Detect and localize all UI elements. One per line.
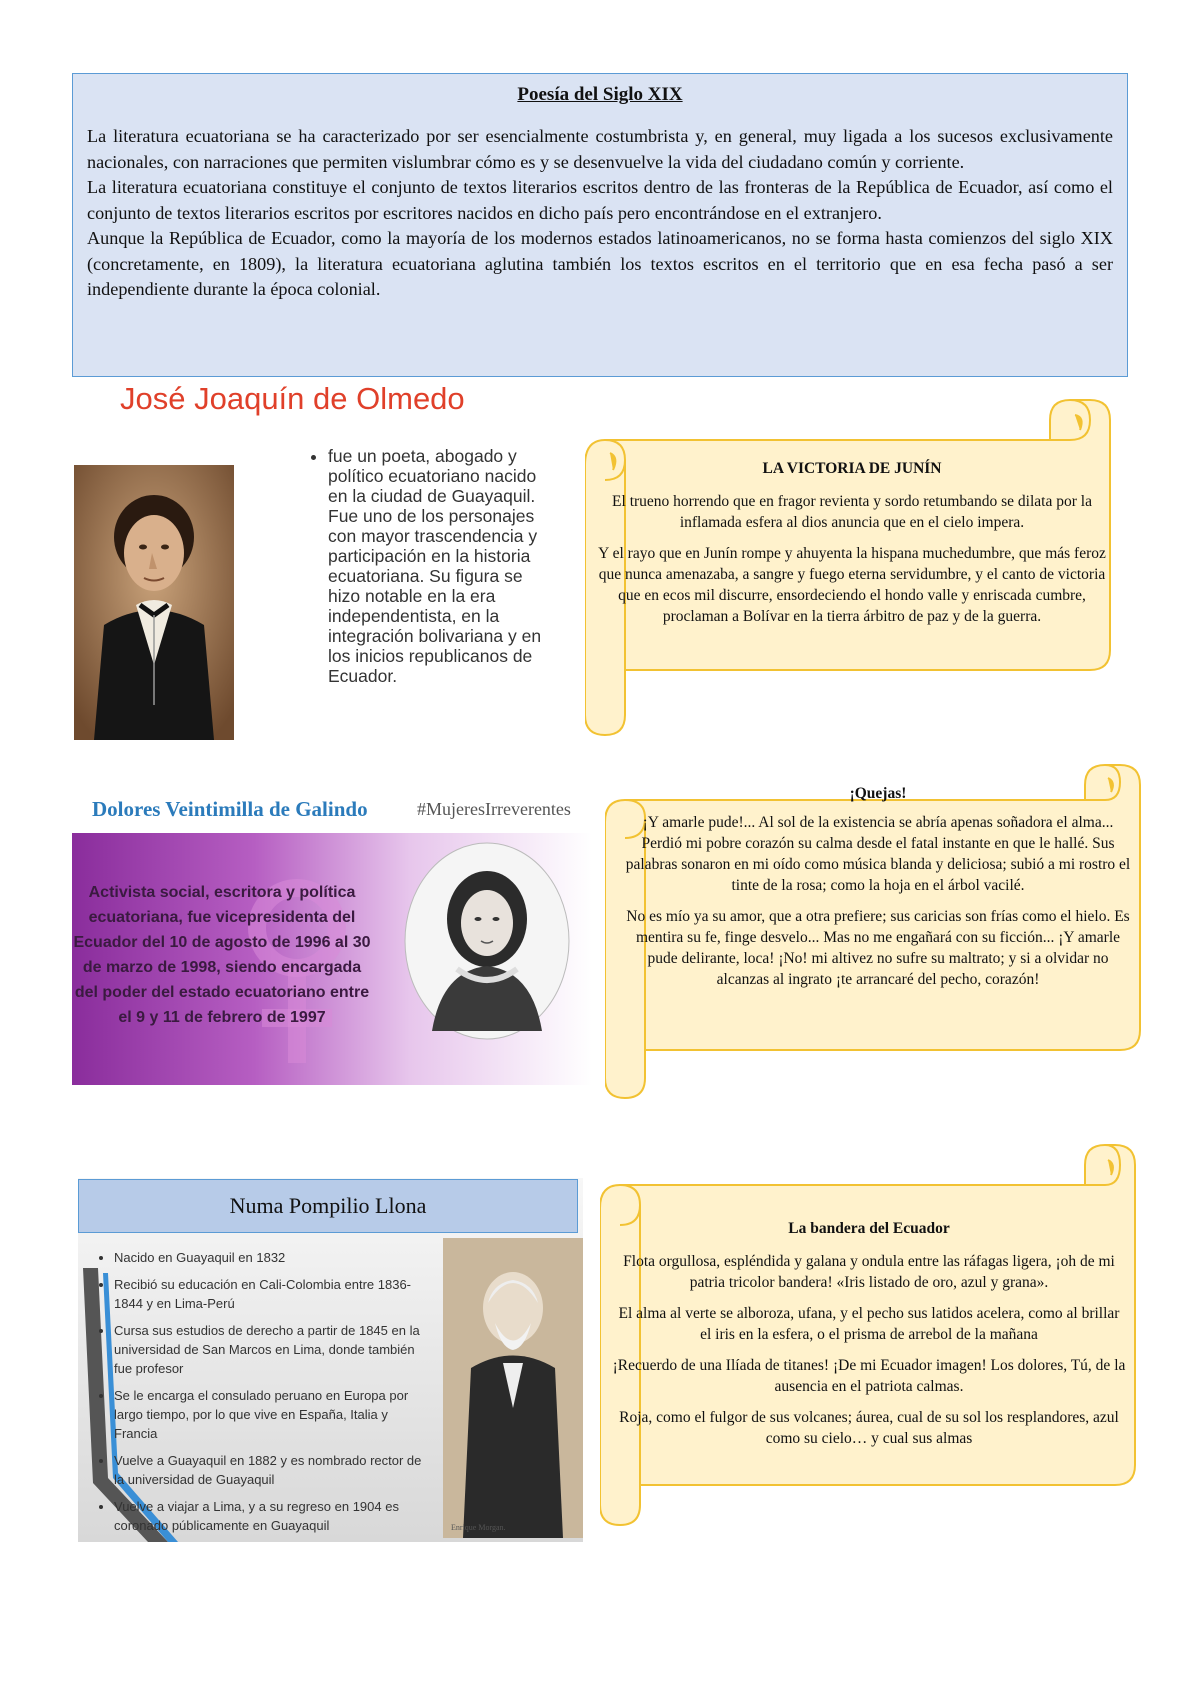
dolores-name: Dolores Veintimilla de Galindo (92, 797, 368, 821)
photo-caption: Enrique Morgan. (451, 1523, 506, 1532)
intro-title: Poesía del Siglo XIX (517, 84, 683, 105)
dolores-slide-header (72, 793, 592, 833)
poem-bandera-text (612, 1218, 1126, 1459)
list-item: • Vuelve a viajar a Lima, y a su regreso en 1904 es coronado públicamente en Guayaquil (114, 1497, 428, 1535)
intro-paragraph: Aunque la República de Ecuador, como la mayoría de los modernos estados latinoamericanos, no se forma hasta comienzos del siglo XIX (concretamente, en 1809), la literatura ecuatoriana aglutina también los textos escritos en el territorio que en esa fecha pasó a ser independiente durante la época colonial. (87, 228, 1113, 299)
olmedo-bullet: • fue un poeta, abogado y político ecuatoriano nacido en la ciudad de Guayaquil. Fue uno de los personajes con mayor trascendencia y participación en la historia ecuatoriana. Su figura se hizo notable en la era independentista, en la integración bolivariana y en los inicios republicanos de Ecuador. (328, 446, 546, 686)
poem-stanza: Y el rayo que en Junín rompe y ahuyenta la hispana muchedumbre, que más feroz que nunca amenazaba, a sangre y fuego eterna servidumbre, y el canto de victoria que en ecos mil discurre, ensordeciendo el hondo valle y enriscada cumbre, proclaman a Bolívar en la tierra árbitro de paz y de la guerra. (598, 545, 1106, 625)
olmedo-portrait (74, 465, 234, 740)
list-item: • Se le encarga el consulado peruano en Europa por largo tiempo, por lo que vive en España, Italia y Francia (114, 1386, 428, 1443)
list-item: • Nacido en Guayaquil en 1832 (114, 1248, 428, 1267)
poem-title: LA VICTORIA DE JUNÍN (762, 460, 942, 477)
dolores-hashtag: #MujeresIrreverentes (417, 799, 571, 819)
poem-stanza: El alma al verte se alboroza, ufana, y el pecho sus latidos acelera, como al brillar el iris en la esfera, o el prisma de arrebol de la mañana (618, 1305, 1120, 1343)
poem-stanza: ¡Recuerdo de una Ilíada de titanes! ¡De mi Ecuador imagen! Los dolores, Tú, de la ausencia en el patriota calmas. (612, 1357, 1126, 1395)
numa-biography-list (98, 1248, 428, 1543)
dolores-portrait (402, 841, 572, 1041)
list-item: • Cursa sus estudios de derecho a partir de 1845 en la universidad de San Marcos en Lima, donde también fue profesor (114, 1321, 428, 1378)
olmedo-description (306, 446, 546, 686)
intro-box (72, 73, 1128, 377)
intro-paragraph: La literatura ecuatoriana se ha caracterizado por ser esencialmente costumbrista y, en general, muy ligada a los sucesos exclusivamente nacionales, con narraciones que permiten vislumbrar cómo es y se desenvuelve la vida del ciudadano común y corriente. (87, 126, 1113, 172)
poem-stanza: Flota orgullosa, espléndida y galana y ondula entre las ráfagas ligera, ¡oh de mi patria tricolor bandera! «Iris listado de oro, azul y grana». (623, 1253, 1115, 1291)
poem-title: La bandera del Ecuador (788, 1220, 950, 1237)
dolores-description: Activista social, escritora y política ecuatoriana, fue vicepresidenta del Ecuador del 10 de agosto de 1996 al 30 de marzo de 1998, siendo encargada del poder del estado ecuatoriano entre el 9 y 11 de febrero de 1997 (73, 884, 371, 1026)
intro-paragraph: La literatura ecuatoriana constituye el conjunto de textos literarios escritos dentro de las fronteras de la República de Ecuador, así como el conjunto de textos literarios escritos por escritores nacidos en dicho país pero encontrándose en el extranjero. (87, 177, 1113, 223)
list-item: • Vuelve a Guayaquil en 1882 y es nombrado rector de la universidad de Guayaquil (114, 1451, 428, 1489)
poem-stanza: Roja, como el fulgor de sus volcanes; áurea, cual de su sol los resplandores, azul como su cielo… y cual sus almas (619, 1409, 1119, 1447)
olmedo-slide-title: José Joaquín de Olmedo (120, 381, 465, 416)
poem-title: ¡Quejas! (849, 785, 907, 802)
poem-victoria-text (597, 458, 1107, 637)
poem-stanza: No es mío ya su amor, que a otra prefiere; sus caricias son frías como el hielo. Es mentira su fe, finge desvelo... Mas no me engañará con su ficción... ¡Y amarle pude delirante, loca! ¡No! mi altivez no sufre su maltrato; y si a olvidar no alcanzas al ingrato ¡te arrancaré del pecho, corazón! (626, 908, 1130, 988)
poem-stanza: El trueno horrendo que en fragor revienta y sordo retumbando se dilata por la inflamada esfera al dios anuncia que en el cielo impera. (612, 493, 1092, 531)
poem-quejas-text (622, 783, 1134, 1000)
poem-stanza: ¡Y amarle pude!... Al sol de la existencia se abría apenas soñadora el alma... Perdió mi pobre corazón su calma desde el fatal instante en que le hallé. Sus palabras sonaron en mi oído como música blanda y deliciosa; subió a mi rostro el tinte de la rosa; como la hoja en el árbol vacilé. (625, 814, 1131, 894)
numa-title: Numa Pompilio Llona (78, 1179, 578, 1233)
list-item: • Recibió su educación en Cali-Colombia entre 1836-1844 y en Lima-Perú (114, 1275, 428, 1313)
numa-portrait (443, 1238, 583, 1538)
